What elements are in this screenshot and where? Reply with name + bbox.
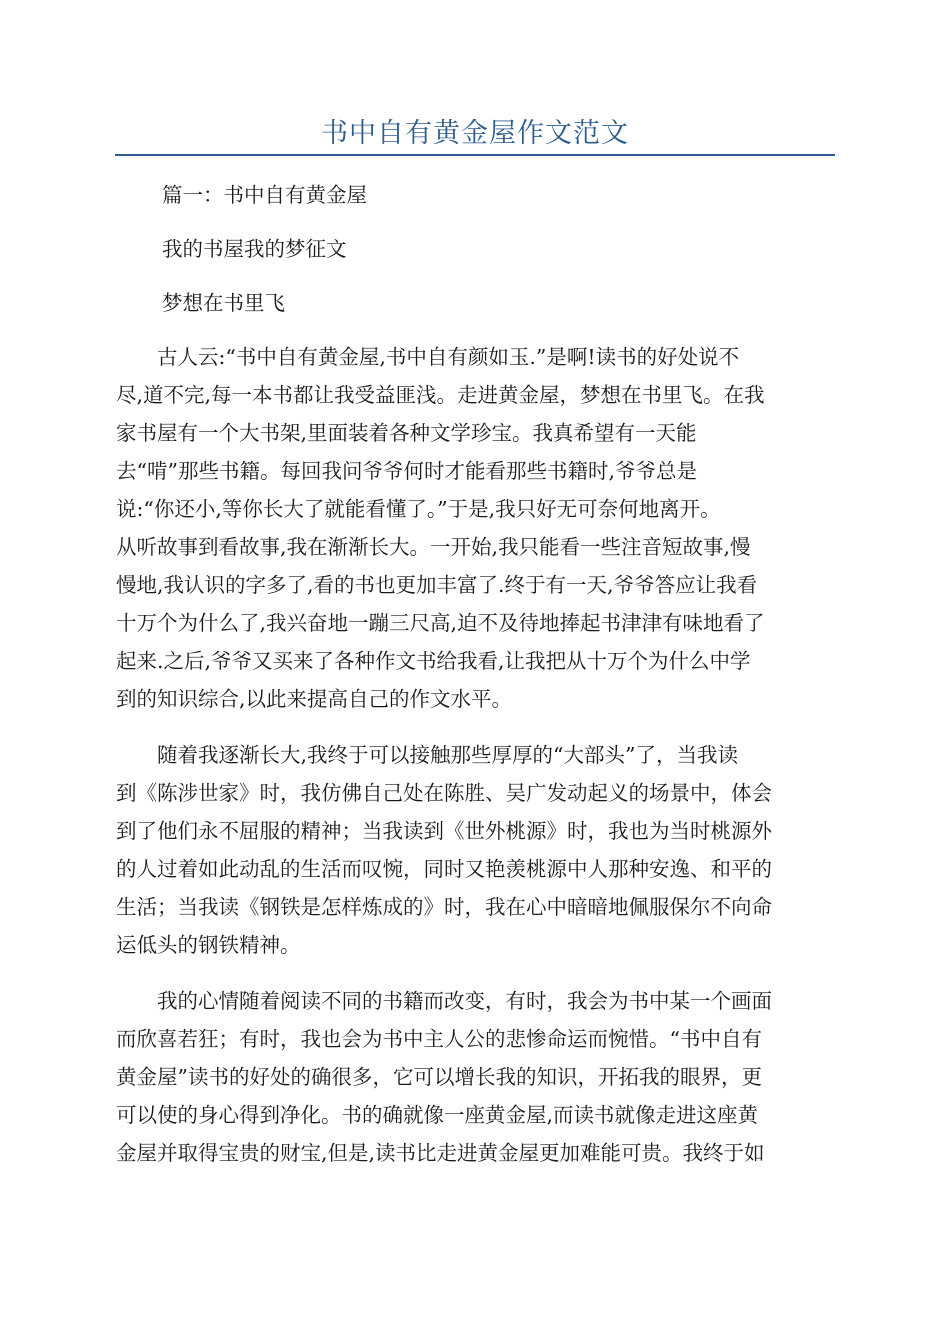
text-line: 从听故事到看故事,我在渐渐长大。一开始,我只能看一些注音短故事,慢 [116,535,751,559]
document-body [116,176,832,1190]
title-underline [115,154,835,156]
text-line: 生活；当我读《钢铁是怎样炼成的》时，我在心中暗暗地佩服保尔不向命 [116,895,772,919]
text-line: 说:“你还小,等你长大了就能看懂了。”于是,我只好无可奈何地离开。 [116,497,721,521]
document-title: 书中自有黄金屋作文范文 [321,118,629,149]
text-line: 古人云:“书中自有黄金屋,书中自有颜如玉.”是啊!读书的好处说不 [116,345,740,369]
text-line: 起来.之后,爷爷又买来了各种作文书给我看,让我把从十万个为什么中学 [116,649,751,673]
text-line: 家书屋有一个大书架,里面装着各种文学珍宝。我真希望有一天能 [116,421,697,445]
text-line: 十万个为什么了,我兴奋地一蹦三尺高,迫不及待地捧起书津津有味地看了 [116,611,765,635]
subheading: 梦想在书里飞 [162,291,285,315]
text-line: 慢地,我认识的字多了,看的书也更加丰富了.终于有一天,爷爷答应让我看 [116,573,758,597]
text-line: 随着我逐渐长大,我终于可以接触那些厚厚的“大部头”了，当我读 [116,743,738,767]
text-line: 尽,道不完,每一本书都让我受益匪浅。走进黄金屋，梦想在书里飞。在我 [116,383,765,407]
text-line: 到的知识综合,以此来提高自己的作文水平。 [116,687,513,711]
paragraph-1 [116,338,832,718]
text-line: 可以使的身心得到净化。书的确就像一座黄金屋,而读书就像走进这座黄 [116,1103,759,1127]
text-line: 到《陈涉世家》时，我仿佛自己处在陈胜、吴广发动起义的场景中，体会 [116,781,772,805]
text-line: 的人过着如此动乱的生活而叹惋，同时又艳羡桃源中人那种安逸、和平的 [116,857,772,881]
section-heading: 篇一：书中自有黄金屋 [162,183,367,207]
text-line: 黄金屋”读书的好处的确很多，它可以增长我的知识，开拓我的眼界，更 [116,1065,762,1089]
paragraph-3 [116,982,832,1172]
text-line: 我的心情随着阅读不同的书籍而改变，有时，我会为书中某一个画面 [116,989,772,1013]
paragraph-2 [116,736,832,964]
text-line: 运低头的钢铁精神。 [116,933,301,957]
text-line: 而欣喜若狂；有时，我也会为书中主人公的悲惨命运而惋惜。“书中自有 [116,1027,762,1051]
text-line: 去“啃”那些书籍。每回我问爷爷何时才能看那些书籍时,爷爷总是 [116,459,697,483]
text-line: 到了他们永不屈服的精神；当我读到《世外桃源》时，我也为当时桃源外 [116,819,772,843]
subheading: 我的书屋我的梦征文 [162,237,347,261]
text-line: 金屋并取得宝贵的财宝,但是,读书比走进黄金屋更加难能可贵。我终于如 [116,1141,765,1165]
